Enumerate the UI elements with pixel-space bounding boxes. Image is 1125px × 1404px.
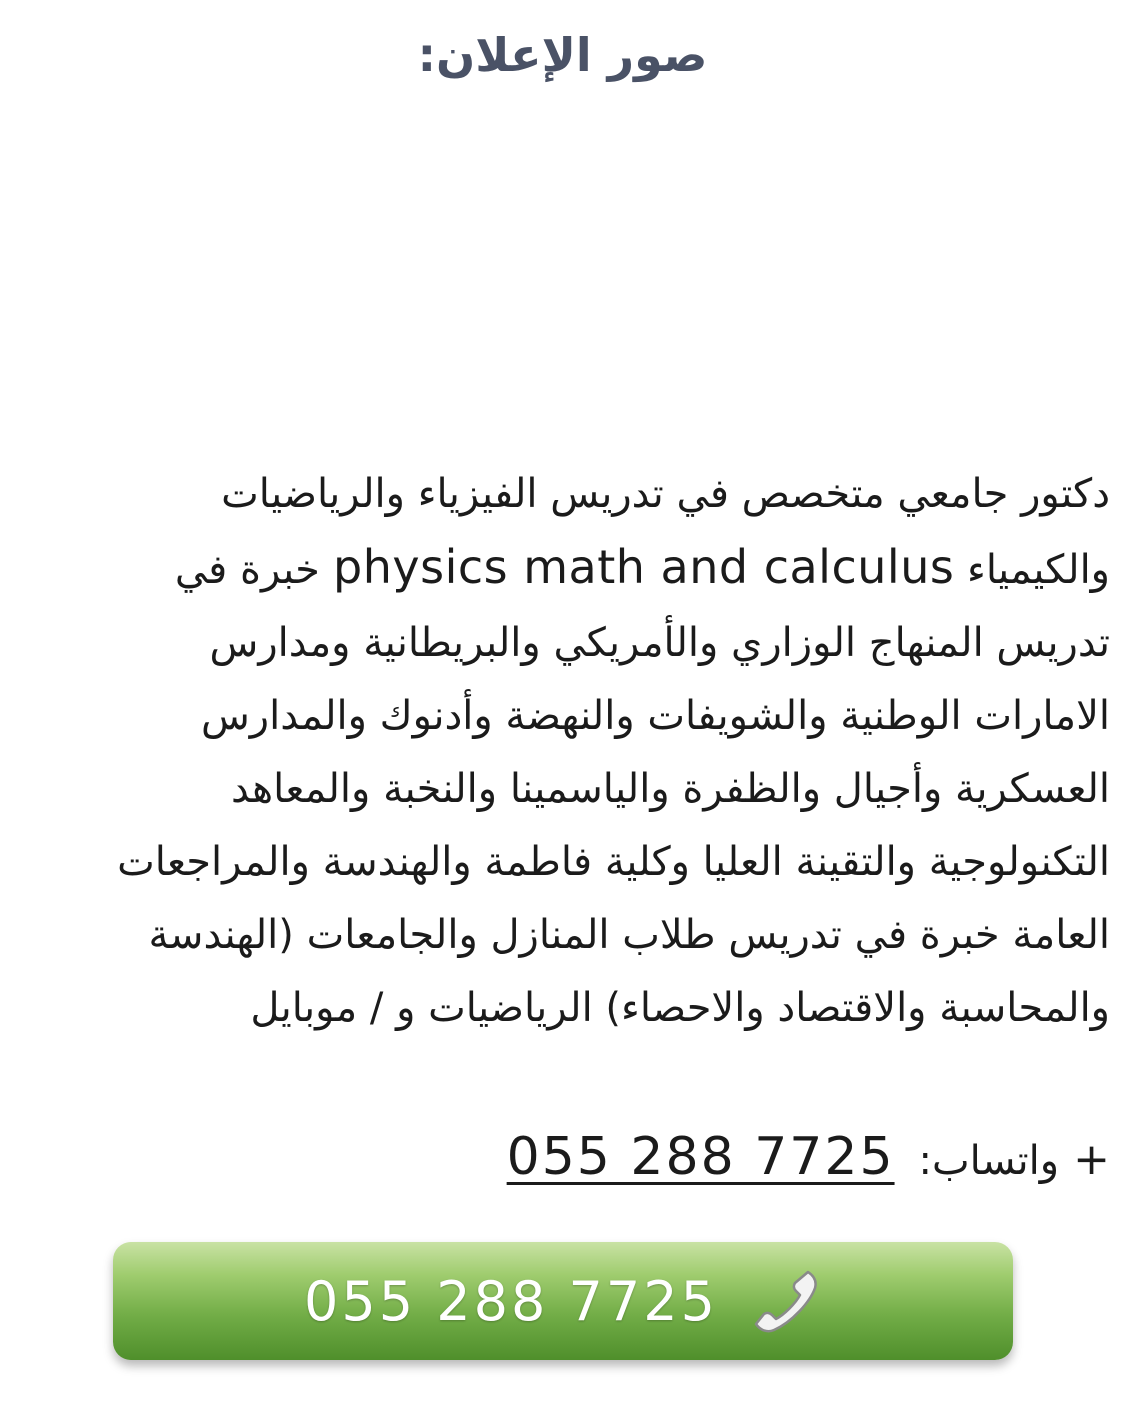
phone-number-link[interactable]: 055 288 7725 [506,1127,895,1187]
ad-images-area [20,110,1105,440]
ad-line-7: العامة خبرة في تدريس طلاب المنازل والجامعات (الهندسة [148,912,1110,958]
phone-icon [748,1264,822,1338]
whatsapp-contact [0,1122,1110,1192]
call-button[interactable] [113,1242,1013,1360]
ad-line-6: التكنولوجية والتقينة العليا وكلية فاطمة والهندسة والمراجعات [117,839,1110,885]
call-button-label: 055 288 7725 [304,1269,718,1333]
whatsapp-label: واتساب: [918,1138,1060,1184]
plus-sign: + [1073,1134,1110,1185]
ad-line-8: والمحاسبة والاقتصاد والاحصاء) الرياضيات و / موبايل [250,985,1110,1031]
page-title: صور الإعلان: [417,28,708,82]
ad-line-2-start: والكيمياء [967,547,1110,593]
ad-line-1: دكتور جامعي متخصص في تدريس الفيزياء والرياضيات [221,471,1110,517]
ad-line-2-latin: physics math and calculus [333,540,955,594]
ad-line-5: العسكرية وأجيال والظفرة والياسمينا والنخبة والمعاهد [231,766,1110,812]
ad-line-2 [18,531,1110,607]
ad-line-4: الامارات الوطنية والشويفات والنهضة وأدنوك والمدارس [200,693,1110,739]
ad-line-2-end: خبرة في [174,547,320,593]
ad-description [18,458,1110,1045]
ad-line-3: تدريس المنهاج الوزاري والأمريكي والبريطانية ومدارس [209,620,1110,666]
